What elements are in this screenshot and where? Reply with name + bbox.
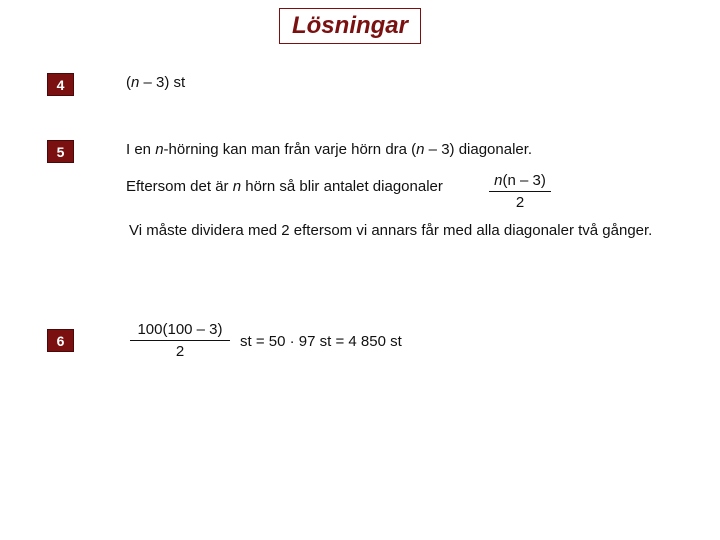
fraction-bar <box>489 191 551 192</box>
answer-5-line2 <box>126 178 443 195</box>
problem-number: 4 <box>56 76 65 93</box>
title-box <box>279 8 421 44</box>
problem-number-badge-4 <box>47 73 74 96</box>
fraction-bar <box>130 340 230 341</box>
text-run: – 3) diagonaler. <box>424 141 533 158</box>
answer-6-result: st = 50 · 97 st = 4 850 st <box>240 333 402 350</box>
variable-n: n <box>416 141 425 158</box>
numerator-rest: (n – 3) <box>502 172 546 189</box>
fraction-denominator: 2 <box>175 343 185 360</box>
problem-number: 5 <box>56 143 65 160</box>
text-run: -hörning kan man från varje hörn dra ( <box>163 141 417 158</box>
answer-4 <box>126 74 185 91</box>
variable-n: n <box>155 141 164 158</box>
answer-5-explanation: Vi måste dividera med 2 eftersom vi annars får med alla diagonaler två gånger. <box>129 222 653 239</box>
fraction-denominator: 2 <box>515 194 525 211</box>
answer-4-var: n <box>131 74 140 91</box>
fraction-numerator <box>489 172 551 189</box>
text-run: hörn så blir antalet diagonaler <box>241 178 443 195</box>
answer-5-line1 <box>126 141 532 158</box>
text-run: Eftersom det är <box>126 178 233 195</box>
variable-n: n <box>494 172 503 189</box>
fraction-diagonals <box>489 172 551 211</box>
problem-number-badge-6 <box>47 329 74 352</box>
fraction-numerator: 100(100 – 3) <box>137 321 223 338</box>
text-run: I en <box>126 141 156 158</box>
variable-n: n <box>232 178 242 195</box>
answer-4-open: ( <box>126 74 131 91</box>
page-title: Lösningar <box>291 12 408 39</box>
problem-number: 6 <box>56 332 65 349</box>
problem-number-badge-5 <box>47 140 74 163</box>
fraction-calculation <box>130 321 230 360</box>
answer-4-rest: – 3) st <box>139 74 186 91</box>
